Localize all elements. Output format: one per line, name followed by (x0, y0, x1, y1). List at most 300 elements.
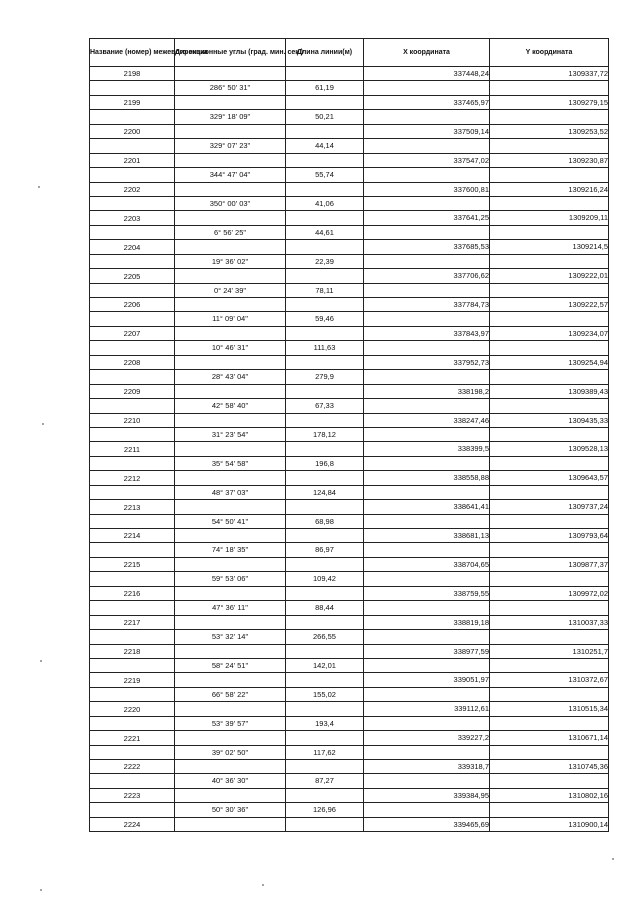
y-coordinate: 1309222,57 (490, 298, 609, 312)
y-coordinate: 1309234,07 (490, 326, 609, 340)
length-blank (286, 644, 364, 658)
direction-angle: 329° 07' 23" (175, 139, 286, 153)
y-coordinate: 1310251,7 (490, 644, 609, 658)
x-blank (364, 81, 490, 95)
line-length: 178,12 (286, 427, 364, 441)
point-blank (90, 196, 175, 210)
point-blank (90, 658, 175, 672)
point-blank (90, 110, 175, 124)
y-blank (490, 168, 609, 182)
y-coordinate: 1310745,36 (490, 760, 609, 774)
angle-blank (175, 442, 286, 456)
length-blank (286, 269, 364, 283)
segment-row (90, 803, 609, 817)
angle-blank (175, 240, 286, 254)
point-row (90, 760, 609, 774)
angle-blank (175, 471, 286, 485)
point-blank (90, 81, 175, 95)
angle-blank (175, 760, 286, 774)
point-blank (90, 312, 175, 326)
line-length: 266,55 (286, 630, 364, 644)
coordinates-table (89, 38, 609, 832)
y-coordinate: 1309254,94 (490, 355, 609, 369)
angle-blank (175, 615, 286, 629)
direction-angle: 39° 02' 50" (175, 745, 286, 759)
x-blank (364, 168, 490, 182)
line-length: 279,9 (286, 370, 364, 384)
point-name: 2223 (90, 788, 175, 802)
length-blank (286, 500, 364, 514)
point-row (90, 731, 609, 745)
length-blank (286, 67, 364, 81)
point-name: 2219 (90, 673, 175, 687)
point-name: 2209 (90, 384, 175, 398)
x-coordinate: 338759,55 (364, 586, 490, 600)
x-coordinate: 337784,73 (364, 298, 490, 312)
y-coordinate: 1309230,87 (490, 153, 609, 167)
length-blank (286, 760, 364, 774)
point-row (90, 586, 609, 600)
direction-angle: 31° 23' 54" (175, 427, 286, 441)
segment-row (90, 399, 609, 413)
segment-row (90, 427, 609, 441)
angle-blank (175, 817, 286, 831)
line-length: 196,8 (286, 456, 364, 470)
point-row (90, 471, 609, 485)
length-blank (286, 442, 364, 456)
segment-row (90, 658, 609, 672)
y-coordinate: 1309337,72 (490, 67, 609, 81)
line-length: 111,63 (286, 341, 364, 355)
segment-row (90, 745, 609, 759)
line-length: 55,74 (286, 168, 364, 182)
y-blank (490, 81, 609, 95)
angle-blank (175, 67, 286, 81)
x-coordinate: 339465,69 (364, 817, 490, 831)
header-y: Y координата (490, 39, 609, 67)
table-header (90, 39, 609, 67)
point-row (90, 269, 609, 283)
direction-angle: 6° 56' 25" (175, 225, 286, 239)
y-blank (490, 572, 609, 586)
direction-angle: 350° 00' 03" (175, 196, 286, 210)
direction-angle: 47° 36' 11" (175, 601, 286, 615)
point-name: 2210 (90, 413, 175, 427)
y-coordinate: 1310037,33 (490, 615, 609, 629)
x-blank (364, 658, 490, 672)
segment-row (90, 514, 609, 528)
x-coordinate: 338641,41 (364, 500, 490, 514)
y-blank (490, 687, 609, 701)
y-blank (490, 774, 609, 788)
x-blank (364, 514, 490, 528)
point-blank (90, 687, 175, 701)
line-length: 78,11 (286, 283, 364, 297)
y-coordinate: 1309528,13 (490, 442, 609, 456)
point-blank (90, 456, 175, 470)
point-blank (90, 716, 175, 730)
x-coordinate: 337706,62 (364, 269, 490, 283)
segment-row (90, 139, 609, 153)
point-row (90, 211, 609, 225)
scan-speck (40, 889, 42, 891)
point-blank (90, 283, 175, 297)
line-length: 68,98 (286, 514, 364, 528)
point-blank (90, 630, 175, 644)
point-name: 2222 (90, 760, 175, 774)
x-coordinate: 338704,65 (364, 557, 490, 571)
y-blank (490, 370, 609, 384)
line-length: 88,44 (286, 601, 364, 615)
segment-row (90, 81, 609, 95)
point-name: 2214 (90, 529, 175, 543)
line-length: 142,01 (286, 658, 364, 672)
point-blank (90, 225, 175, 239)
header-name: Название (номер) межевого знака (90, 39, 175, 67)
point-row (90, 240, 609, 254)
line-length: 87,27 (286, 774, 364, 788)
point-name: 2217 (90, 615, 175, 629)
x-blank (364, 572, 490, 586)
point-name: 2207 (90, 326, 175, 340)
direction-angle: 53° 39' 57" (175, 716, 286, 730)
length-blank (286, 211, 364, 225)
line-length: 44,61 (286, 225, 364, 239)
angle-blank (175, 673, 286, 687)
angle-blank (175, 211, 286, 225)
x-blank (364, 427, 490, 441)
point-blank (90, 485, 175, 499)
x-blank (364, 312, 490, 326)
segment-row (90, 370, 609, 384)
point-row (90, 182, 609, 196)
segment-row (90, 716, 609, 730)
x-blank (364, 225, 490, 239)
x-blank (364, 283, 490, 297)
segment-row (90, 601, 609, 615)
x-coordinate: 337465,97 (364, 95, 490, 109)
point-row (90, 702, 609, 716)
segment-row (90, 630, 609, 644)
x-blank (364, 774, 490, 788)
line-length: 50,21 (286, 110, 364, 124)
point-blank (90, 745, 175, 759)
angle-blank (175, 529, 286, 543)
y-coordinate: 1309209,11 (490, 211, 609, 225)
y-coordinate: 1309793,64 (490, 529, 609, 543)
line-length: 193,4 (286, 716, 364, 730)
x-coordinate: 338247,46 (364, 413, 490, 427)
x-coordinate: 337448,24 (364, 67, 490, 81)
point-row (90, 644, 609, 658)
direction-angle: 66° 58' 22" (175, 687, 286, 701)
y-blank (490, 485, 609, 499)
segment-row (90, 225, 609, 239)
angle-blank (175, 788, 286, 802)
point-row (90, 355, 609, 369)
y-blank (490, 543, 609, 557)
y-coordinate: 1309389,43 (490, 384, 609, 398)
point-row (90, 673, 609, 687)
y-coordinate: 1309222,01 (490, 269, 609, 283)
length-blank (286, 326, 364, 340)
x-coordinate: 337600,81 (364, 182, 490, 196)
x-blank (364, 543, 490, 557)
x-coordinate: 337952,73 (364, 355, 490, 369)
direction-angle: 53° 32' 14" (175, 630, 286, 644)
length-blank (286, 471, 364, 485)
point-row (90, 124, 609, 138)
point-name: 2203 (90, 211, 175, 225)
length-blank (286, 298, 364, 312)
x-blank (364, 110, 490, 124)
point-blank (90, 427, 175, 441)
segment-row (90, 456, 609, 470)
angle-blank (175, 413, 286, 427)
segment-row (90, 196, 609, 210)
direction-angle: 58° 24' 51" (175, 658, 286, 672)
angle-blank (175, 95, 286, 109)
point-name: 2212 (90, 471, 175, 485)
x-blank (364, 630, 490, 644)
x-blank (364, 601, 490, 615)
y-blank (490, 658, 609, 672)
x-coordinate: 338977,59 (364, 644, 490, 658)
angle-blank (175, 557, 286, 571)
scan-speck (38, 186, 40, 188)
point-blank (90, 803, 175, 817)
y-blank (490, 803, 609, 817)
line-length: 86,97 (286, 543, 364, 557)
point-name: 2213 (90, 500, 175, 514)
x-coordinate: 339384,95 (364, 788, 490, 802)
point-name: 2224 (90, 817, 175, 831)
scan-speck (42, 423, 44, 425)
x-coordinate: 337641,25 (364, 211, 490, 225)
direction-angle: 0° 24' 39" (175, 283, 286, 297)
y-blank (490, 514, 609, 528)
point-row (90, 615, 609, 629)
length-blank (286, 817, 364, 831)
y-blank (490, 745, 609, 759)
x-blank (364, 485, 490, 499)
point-name: 2205 (90, 269, 175, 283)
length-blank (286, 182, 364, 196)
x-coordinate: 337547,02 (364, 153, 490, 167)
scan-speck (612, 858, 614, 860)
y-coordinate: 1309972,02 (490, 586, 609, 600)
point-row (90, 384, 609, 398)
point-blank (90, 168, 175, 182)
point-row (90, 153, 609, 167)
y-blank (490, 225, 609, 239)
point-name: 2201 (90, 153, 175, 167)
y-coordinate: 1309643,57 (490, 471, 609, 485)
point-name: 2199 (90, 95, 175, 109)
point-blank (90, 601, 175, 615)
point-name: 2200 (90, 124, 175, 138)
length-blank (286, 673, 364, 687)
segment-row (90, 254, 609, 268)
line-length: 41,06 (286, 196, 364, 210)
point-row (90, 326, 609, 340)
direction-angle: 19° 36' 02" (175, 254, 286, 268)
angle-blank (175, 269, 286, 283)
length-blank (286, 788, 364, 802)
length-blank (286, 557, 364, 571)
x-coordinate: 337509,14 (364, 124, 490, 138)
angle-blank (175, 298, 286, 312)
x-coordinate: 338399,5 (364, 442, 490, 456)
angle-blank (175, 644, 286, 658)
x-coordinate: 339051,97 (364, 673, 490, 687)
y-blank (490, 196, 609, 210)
segment-row (90, 774, 609, 788)
x-blank (364, 745, 490, 759)
line-length: 61,19 (286, 81, 364, 95)
line-length: 67,33 (286, 399, 364, 413)
point-row (90, 95, 609, 109)
line-length: 22,39 (286, 254, 364, 268)
table-body (90, 67, 609, 832)
direction-angle: 286° 50' 31" (175, 81, 286, 95)
y-coordinate: 1310515,34 (490, 702, 609, 716)
x-blank (364, 803, 490, 817)
y-coordinate: 1310802,16 (490, 788, 609, 802)
point-blank (90, 341, 175, 355)
direction-angle: 35° 54' 58" (175, 456, 286, 470)
point-name: 2204 (90, 240, 175, 254)
y-coordinate: 1309216,24 (490, 182, 609, 196)
y-blank (490, 427, 609, 441)
point-blank (90, 254, 175, 268)
x-coordinate: 339112,61 (364, 702, 490, 716)
y-coordinate: 1309279,15 (490, 95, 609, 109)
segment-row (90, 341, 609, 355)
line-length: 117,62 (286, 745, 364, 759)
direction-angle: 59° 53' 06" (175, 572, 286, 586)
point-row (90, 557, 609, 571)
x-blank (364, 196, 490, 210)
x-blank (364, 341, 490, 355)
length-blank (286, 702, 364, 716)
point-row (90, 529, 609, 543)
y-blank (490, 283, 609, 297)
y-blank (490, 254, 609, 268)
y-blank (490, 399, 609, 413)
x-coordinate: 337685,53 (364, 240, 490, 254)
point-row (90, 67, 609, 81)
point-name: 2198 (90, 67, 175, 81)
point-name: 2221 (90, 731, 175, 745)
x-coordinate: 338198,2 (364, 384, 490, 398)
scan-speck (40, 660, 42, 662)
direction-angle: 40° 36' 30" (175, 774, 286, 788)
y-blank (490, 110, 609, 124)
y-coordinate: 1310900,14 (490, 817, 609, 831)
point-blank (90, 572, 175, 586)
y-blank (490, 456, 609, 470)
length-blank (286, 355, 364, 369)
point-name: 2211 (90, 442, 175, 456)
x-blank (364, 399, 490, 413)
angle-blank (175, 702, 286, 716)
length-blank (286, 124, 364, 138)
direction-angle: 329° 18' 09" (175, 110, 286, 124)
direction-angle: 42° 58' 40" (175, 399, 286, 413)
y-blank (490, 716, 609, 730)
direction-angle: 11° 09' 04" (175, 312, 286, 326)
direction-angle: 74° 18' 35" (175, 543, 286, 557)
direction-angle: 344° 47' 04" (175, 168, 286, 182)
line-length: 124,84 (286, 485, 364, 499)
angle-blank (175, 586, 286, 600)
length-blank (286, 153, 364, 167)
angle-blank (175, 124, 286, 138)
direction-angle: 48° 37' 03" (175, 485, 286, 499)
y-blank (490, 312, 609, 326)
x-blank (364, 687, 490, 701)
y-blank (490, 601, 609, 615)
point-name: 2206 (90, 298, 175, 312)
segment-row (90, 283, 609, 297)
point-name: 2218 (90, 644, 175, 658)
header-row (90, 39, 609, 67)
length-blank (286, 240, 364, 254)
y-blank (490, 341, 609, 355)
point-blank (90, 514, 175, 528)
point-row (90, 500, 609, 514)
length-blank (286, 615, 364, 629)
x-blank (364, 139, 490, 153)
point-row (90, 817, 609, 831)
line-length: 44,14 (286, 139, 364, 153)
y-coordinate: 1309877,37 (490, 557, 609, 571)
angle-blank (175, 384, 286, 398)
point-name: 2215 (90, 557, 175, 571)
point-row (90, 442, 609, 456)
segment-row (90, 687, 609, 701)
x-blank (364, 254, 490, 268)
line-length: 155,02 (286, 687, 364, 701)
direction-angle: 10° 46' 31" (175, 341, 286, 355)
point-blank (90, 399, 175, 413)
y-coordinate: 1310671,14 (490, 731, 609, 745)
line-length: 109,42 (286, 572, 364, 586)
point-name: 2216 (90, 586, 175, 600)
x-coordinate: 338681,13 (364, 529, 490, 543)
segment-row (90, 110, 609, 124)
angle-blank (175, 731, 286, 745)
x-blank (364, 456, 490, 470)
y-coordinate: 1309737,24 (490, 500, 609, 514)
angle-blank (175, 182, 286, 196)
scan-speck (262, 884, 264, 886)
line-length: 126,96 (286, 803, 364, 817)
point-row (90, 413, 609, 427)
x-coordinate: 337843,97 (364, 326, 490, 340)
x-coordinate: 339227,2 (364, 731, 490, 745)
length-blank (286, 384, 364, 398)
angle-blank (175, 355, 286, 369)
length-blank (286, 731, 364, 745)
y-coordinate: 1309214,5 (490, 240, 609, 254)
point-name: 2202 (90, 182, 175, 196)
segment-row (90, 485, 609, 499)
x-blank (364, 716, 490, 730)
direction-angle: 54° 50' 41" (175, 514, 286, 528)
y-coordinate: 1310372,67 (490, 673, 609, 687)
